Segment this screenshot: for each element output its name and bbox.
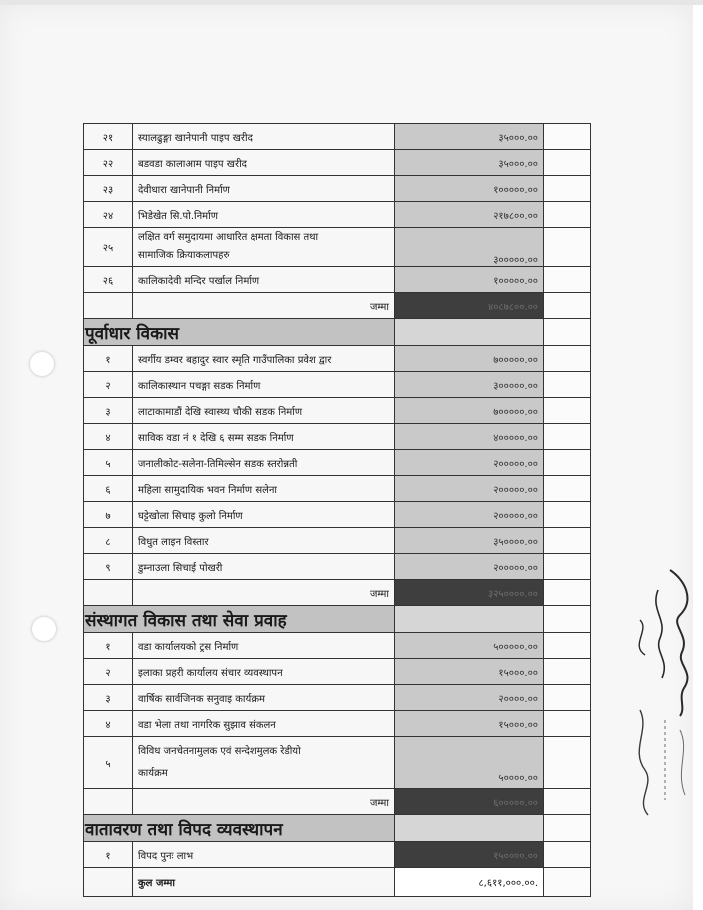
empty-cell bbox=[544, 372, 591, 398]
subtotal-amount: ३२५००००.०० bbox=[395, 580, 544, 606]
empty-cell bbox=[84, 789, 133, 815]
item-description: विपद पुनः लाभ bbox=[133, 842, 395, 868]
grand-total-row bbox=[84, 868, 591, 897]
serial-number: ५ bbox=[84, 737, 133, 789]
subtotal-row bbox=[84, 293, 591, 319]
empty-cell bbox=[544, 711, 591, 737]
empty-cell bbox=[395, 606, 544, 633]
empty-cell bbox=[544, 424, 591, 450]
empty-cell bbox=[544, 502, 591, 528]
item-description: साविक वडा नं १ देखि ६ सम्म सडक निर्माण bbox=[133, 424, 395, 450]
item-description: वडा भेला तथा नागरिक सुझाव संकलन bbox=[133, 711, 395, 737]
item-description: इलाका प्रहरी कार्यालय संचार व्यवस्थापन bbox=[133, 659, 395, 685]
item-amount: ३५००००.०० bbox=[395, 528, 544, 554]
item-amount: २००००.०० bbox=[395, 685, 544, 711]
empty-cell bbox=[544, 842, 591, 868]
table-row bbox=[84, 528, 591, 554]
item-amount: १५०००.०० bbox=[395, 659, 544, 685]
serial-number: १ bbox=[84, 633, 133, 659]
item-amount: ३५०००.०० bbox=[395, 124, 544, 150]
empty-cell bbox=[544, 528, 591, 554]
section-title: पूर्वाधार विकास bbox=[84, 319, 395, 346]
item-amount: ५०००००.०० bbox=[395, 633, 544, 659]
section-title: वातावरण तथा विपद व्यवस्थापन bbox=[84, 815, 395, 842]
subtotal-label: जम्मा bbox=[133, 789, 395, 815]
serial-number: २५ bbox=[84, 228, 133, 267]
subtotal-amount: ६०००००.०० bbox=[395, 789, 544, 815]
empty-cell bbox=[544, 633, 591, 659]
item-amount: ७०००००.०० bbox=[395, 346, 544, 372]
item-description: देवीधारा खानेपानी निर्माण bbox=[133, 176, 395, 202]
empty-cell bbox=[544, 868, 591, 897]
empty-cell bbox=[395, 815, 544, 842]
item-description: भिडेखेत सि.पो.निर्माण bbox=[133, 202, 395, 228]
empty-cell bbox=[395, 319, 544, 346]
table-row bbox=[84, 202, 591, 228]
table-row bbox=[84, 737, 591, 789]
item-description: कालिकादेवी मन्दिर पर्खाल निर्माण bbox=[133, 267, 395, 293]
table-row bbox=[84, 372, 591, 398]
budget-table bbox=[83, 123, 591, 897]
table-row bbox=[84, 346, 591, 372]
serial-number: २३ bbox=[84, 176, 133, 202]
item-amount: २०००००.०० bbox=[395, 554, 544, 580]
item-amount: २०००००.०० bbox=[395, 476, 544, 502]
description-line-2: कार्यक्रम bbox=[138, 767, 168, 779]
empty-cell bbox=[84, 868, 133, 897]
section-title: संस्थागत विकास तथा सेवा प्रवाह bbox=[84, 606, 395, 633]
empty-cell bbox=[544, 150, 591, 176]
item-amount: ३०००००.०० bbox=[395, 372, 544, 398]
item-amount: ३५०००.०० bbox=[395, 150, 544, 176]
item-amount: १०००००.०० bbox=[395, 267, 544, 293]
description-line-1: लक्षित वर्ग समुदायमा आधारित क्षमता विकास तथा bbox=[138, 232, 319, 243]
item-amount: १५०००.०० bbox=[395, 711, 544, 737]
serial-number: १ bbox=[84, 346, 133, 372]
item-amount: २१७८००.०० bbox=[395, 202, 544, 228]
table-row bbox=[84, 150, 591, 176]
section-header bbox=[84, 815, 591, 842]
item-description: विधुत लाइन विस्तार bbox=[133, 528, 395, 554]
empty-cell bbox=[544, 319, 591, 346]
empty-cell bbox=[544, 293, 591, 319]
empty-cell bbox=[544, 398, 591, 424]
item-amount: ४०००००.०० bbox=[395, 424, 544, 450]
subtotal-row bbox=[84, 580, 591, 606]
item-amount: ३०००००.०० bbox=[395, 228, 544, 267]
subtotal-label: जम्मा bbox=[133, 580, 395, 606]
serial-number: ६ bbox=[84, 476, 133, 502]
item-amount: २०००००.०० bbox=[395, 450, 544, 476]
empty-cell bbox=[544, 176, 591, 202]
item-description: स्वर्गीय डम्वर बहादुर स्वार स्मृति गाउँपालिका प्रवेश द्वार bbox=[133, 346, 395, 372]
empty-cell bbox=[84, 580, 133, 606]
serial-number: ४ bbox=[84, 424, 133, 450]
grand-total-amount: ८,६११,०००.००. bbox=[395, 868, 544, 897]
empty-cell bbox=[544, 737, 591, 789]
serial-number: ३ bbox=[84, 685, 133, 711]
item-description: डुम्नाउला सिचाई पोखरी bbox=[133, 554, 395, 580]
serial-number: १ bbox=[84, 842, 133, 868]
subtotal-label: जम्मा bbox=[133, 293, 395, 319]
table-row bbox=[84, 502, 591, 528]
serial-number: २२ bbox=[84, 150, 133, 176]
table-row bbox=[84, 476, 591, 502]
empty-cell bbox=[544, 580, 591, 606]
item-amount: ७०००००.०० bbox=[395, 398, 544, 424]
item-description: बडवडा कालाआम पाइप खरीद bbox=[133, 150, 395, 176]
empty-cell bbox=[544, 554, 591, 580]
empty-cell bbox=[544, 476, 591, 502]
item-description bbox=[133, 228, 395, 267]
serial-number: ४ bbox=[84, 711, 133, 737]
table-row bbox=[84, 685, 591, 711]
description-line-1: विविध जनचेतनामुलक एवं सन्देशमुलक रेडीयो bbox=[138, 745, 301, 757]
empty-cell bbox=[544, 815, 591, 842]
item-amount: १०००००.०० bbox=[395, 176, 544, 202]
punch-hole bbox=[30, 352, 54, 376]
empty-cell bbox=[544, 450, 591, 476]
table-row bbox=[84, 633, 591, 659]
official-stamp-signature bbox=[620, 700, 700, 820]
table-row bbox=[84, 554, 591, 580]
item-description: वार्षिक सार्वजिनक सनुवाइ कार्यक्रम bbox=[133, 685, 395, 711]
description-line-2: सामाजिक क्रियाकलापहरु bbox=[138, 250, 230, 261]
empty-cell bbox=[544, 267, 591, 293]
item-description: घट्टेखोला सिचाइ कुलो निर्माण bbox=[133, 502, 395, 528]
table-row bbox=[84, 659, 591, 685]
serial-number: ५ bbox=[84, 450, 133, 476]
serial-number: ७ bbox=[84, 502, 133, 528]
serial-number: २६ bbox=[84, 267, 133, 293]
item-description bbox=[133, 737, 395, 789]
serial-number: २४ bbox=[84, 202, 133, 228]
punch-hole bbox=[32, 617, 56, 641]
empty-cell bbox=[544, 202, 591, 228]
table-row bbox=[84, 267, 591, 293]
serial-number: ३ bbox=[84, 398, 133, 424]
empty-cell bbox=[544, 789, 591, 815]
item-amount: २०००००.०० bbox=[395, 502, 544, 528]
table-row bbox=[84, 450, 591, 476]
item-description: स्यालढुङ्गा खानेपानी पाइप खरीद bbox=[133, 124, 395, 150]
serial-number: २१ bbox=[84, 124, 133, 150]
serial-number: ८ bbox=[84, 528, 133, 554]
empty-cell bbox=[544, 685, 591, 711]
serial-number: २ bbox=[84, 659, 133, 685]
table-row bbox=[84, 228, 591, 267]
grand-total-label: कुल जम्मा bbox=[133, 868, 395, 897]
table-row bbox=[84, 124, 591, 150]
empty-cell bbox=[544, 124, 591, 150]
empty-cell bbox=[544, 606, 591, 633]
item-description: लाटाकामाडौं देखि स्वास्थ्य चौकी सडक निर्माण bbox=[133, 398, 395, 424]
item-description: वडा कार्यालयको ट्रस निर्माण bbox=[133, 633, 395, 659]
empty-cell bbox=[84, 293, 133, 319]
table-row bbox=[84, 711, 591, 737]
table-row bbox=[84, 398, 591, 424]
item-description: कालिकास्थान पचङ्गा सडक निर्माण bbox=[133, 372, 395, 398]
handwritten-signature bbox=[610, 560, 700, 720]
item-amount: ५००००.०० bbox=[395, 737, 544, 789]
section-header bbox=[84, 606, 591, 633]
table-row bbox=[84, 842, 591, 868]
empty-cell bbox=[544, 228, 591, 267]
section-header bbox=[84, 319, 591, 346]
subtotal-amount: ४०८७८००.०० bbox=[395, 293, 544, 319]
serial-number: २ bbox=[84, 372, 133, 398]
table-row bbox=[84, 176, 591, 202]
item-description: जनालीकोट-सलेना-तिमिल्सेन सडक स्तरोन्नती bbox=[133, 450, 395, 476]
item-description: महिला सामुदायिक भवन निर्माण सलेना bbox=[133, 476, 395, 502]
item-amount: १५००००.०० bbox=[395, 842, 544, 868]
empty-cell bbox=[544, 346, 591, 372]
subtotal-row bbox=[84, 789, 591, 815]
table-row bbox=[84, 424, 591, 450]
serial-number: ९ bbox=[84, 554, 133, 580]
empty-cell bbox=[544, 659, 591, 685]
